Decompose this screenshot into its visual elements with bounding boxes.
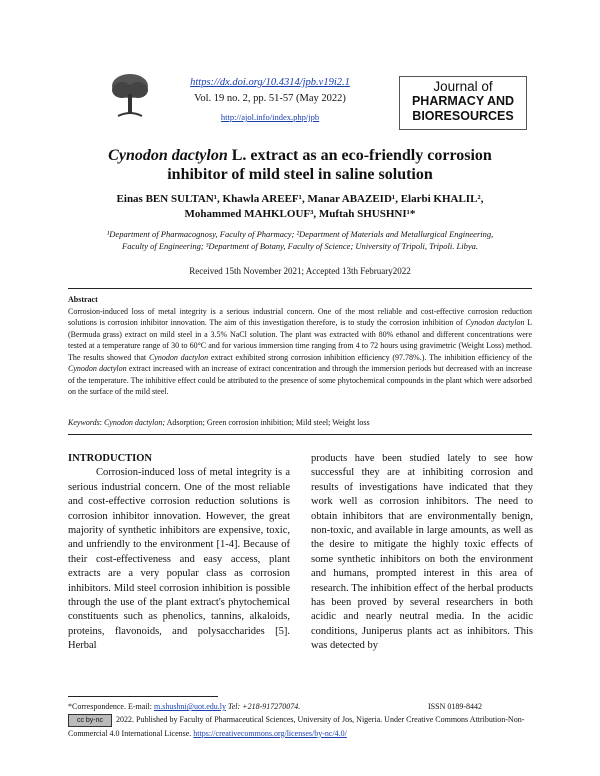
received-accepted-dates: Received 15th November 2021; Accepted 13th February2022 (189, 266, 411, 276)
journal-line-2: PHARMACY AND (411, 94, 515, 108)
paper-title: Cynodon dactylon L. extract as an eco-friendly corrosion inhibitor of mild steel in saline solution (108, 147, 492, 183)
footnote: *Correspondence. E-mail: m.shushni@uot.edu.ly Tel: +218-917270074. ISSN 0189-8442 cc by-nc 2022. Published by Faculty of Pharmaceutical Sciences, University of Jos, Nigeria. Under Creative Commons Attribution-Non-Commercial 4.0 International License. https://creativecommons.org/licenses/by-nc/4.0/ (68, 702, 525, 738)
body-column-left (68, 452, 290, 654)
issn: ISSN 0189-8442 (428, 702, 483, 711)
footnote-rule (68, 696, 218, 697)
journal-line-3: BIORESOURCES (412, 109, 514, 123)
affiliations: ¹Department of Pharmacognosy, Faculty of Pharmacy; ²Department of Materials and Metallurgical Engineering, Faculty of Engineering; ³Department of Botany, Faculty of Science; University of Tripoli, Tripoli. Libya. (106, 229, 494, 251)
journal-tree-logo (108, 70, 152, 120)
cc-license-badge: cc by-nc (68, 714, 112, 727)
introduction-heading: INTRODUCTION (68, 453, 153, 464)
correspondence-email[interactable]: m.shushni@uot.edu.ly (153, 702, 227, 711)
journal-site-link[interactable]: http://ajol.info/index.php/jpb (220, 112, 320, 122)
author-list: Einas BEN SULTAN¹, Khawla AREEF¹, Manar ABAZEID¹, Elarbi KHALIL², Mohammed MAHKLOUF³, Muftah SHUSHNI¹* (116, 193, 484, 220)
doi-link[interactable]: https://dx.doi.org/10.4314/jpb.v19i2.1 (190, 77, 350, 88)
body-column-right: products have been studied lately to see how successful they are at inhibiting corrosion and results of investigations have indicated that they work well as corrosion inhibitors. The need to obtain inhibitors that are environmentally benign, non-toxic, and available in large amounts, as well as the desire to mitigate the highly toxic effects of some synthetic inhibitors on both the environment and humans, prompted interest in this area of research. The inhibition effect of the herbal products has been proved by several researchers in both acidic and nearly neutral media. In the acidic conditions, Juniperus plants act as inhibitors. This was detected by (311, 453, 533, 652)
journal-name-box (399, 76, 527, 130)
abstract-heading: Abstract (68, 295, 98, 304)
keywords: Keywords: Cynodon dactylon; Adsorption; Green corrosion inhibition; Mild steel; Weight loss (68, 418, 370, 427)
license-link[interactable]: https://creativecommons.org/licenses/by-nc/4.0/ (193, 728, 347, 738)
intro-paragraph: Corrosion-induced loss of metal integrity is a serious industrial concern. One of the most reliable and cost-effective corrosion reduction solutions is corrosion inhibitor innovation. However, the great majority of synthetic inhibitors are expensive, toxic, and unfriendly to the environment [1-4]. Because of their cost-effectiveness and easy access, plant extracts are a very popular class as corrosion inhibitors. Mild steel corrosion inhibition is possible through the use of the plant extract's phytochemical constituents such as phenolics, tannins, alkaloids, proteins, flavonoids, and polysaccharides [5]. Herbal (68, 467, 290, 652)
abstract-bottom-rule (68, 434, 532, 435)
journal-line-1: Journal of (433, 79, 493, 94)
abstract (68, 294, 532, 398)
volume-info: Vol. 19 no. 2, pp. 51-57 (May 2022) (194, 93, 346, 104)
abstract-top-rule (68, 288, 532, 289)
abstract-text: Corrosion-induced loss of metal integrity is a serious industrial concern. One of the most reliable and cost-effective corrosion reduction solutions is corrosion inhibitor innovation. The aim of this investigation therefore, is to study the corrosion inhibition of Cynodon dactylon L (Bermuda grass) extract on mild steel in a 3.5% NaCl solution. The plant was extracted with 80% ethanol and different concentrations were tested at a temperature range of 30 to 60°C and for various immersion time ranging from 4 to 72 hours using gravimetric (Weight Loss) method. The results showed that Cynodon dactylon extract exhibited strong corrosion inhibition efficiency (97.78%.). The inhibition efficiency of the Cynodon dactylon extract increased with an increase of extract concentration and through the immersion periods but decreased with an increase of the temperature. The inhibitive effect could be attributed to the presence of some phytochemical compounds in the plant which were adsorbed on the surface of the mild steel. (68, 306, 533, 396)
